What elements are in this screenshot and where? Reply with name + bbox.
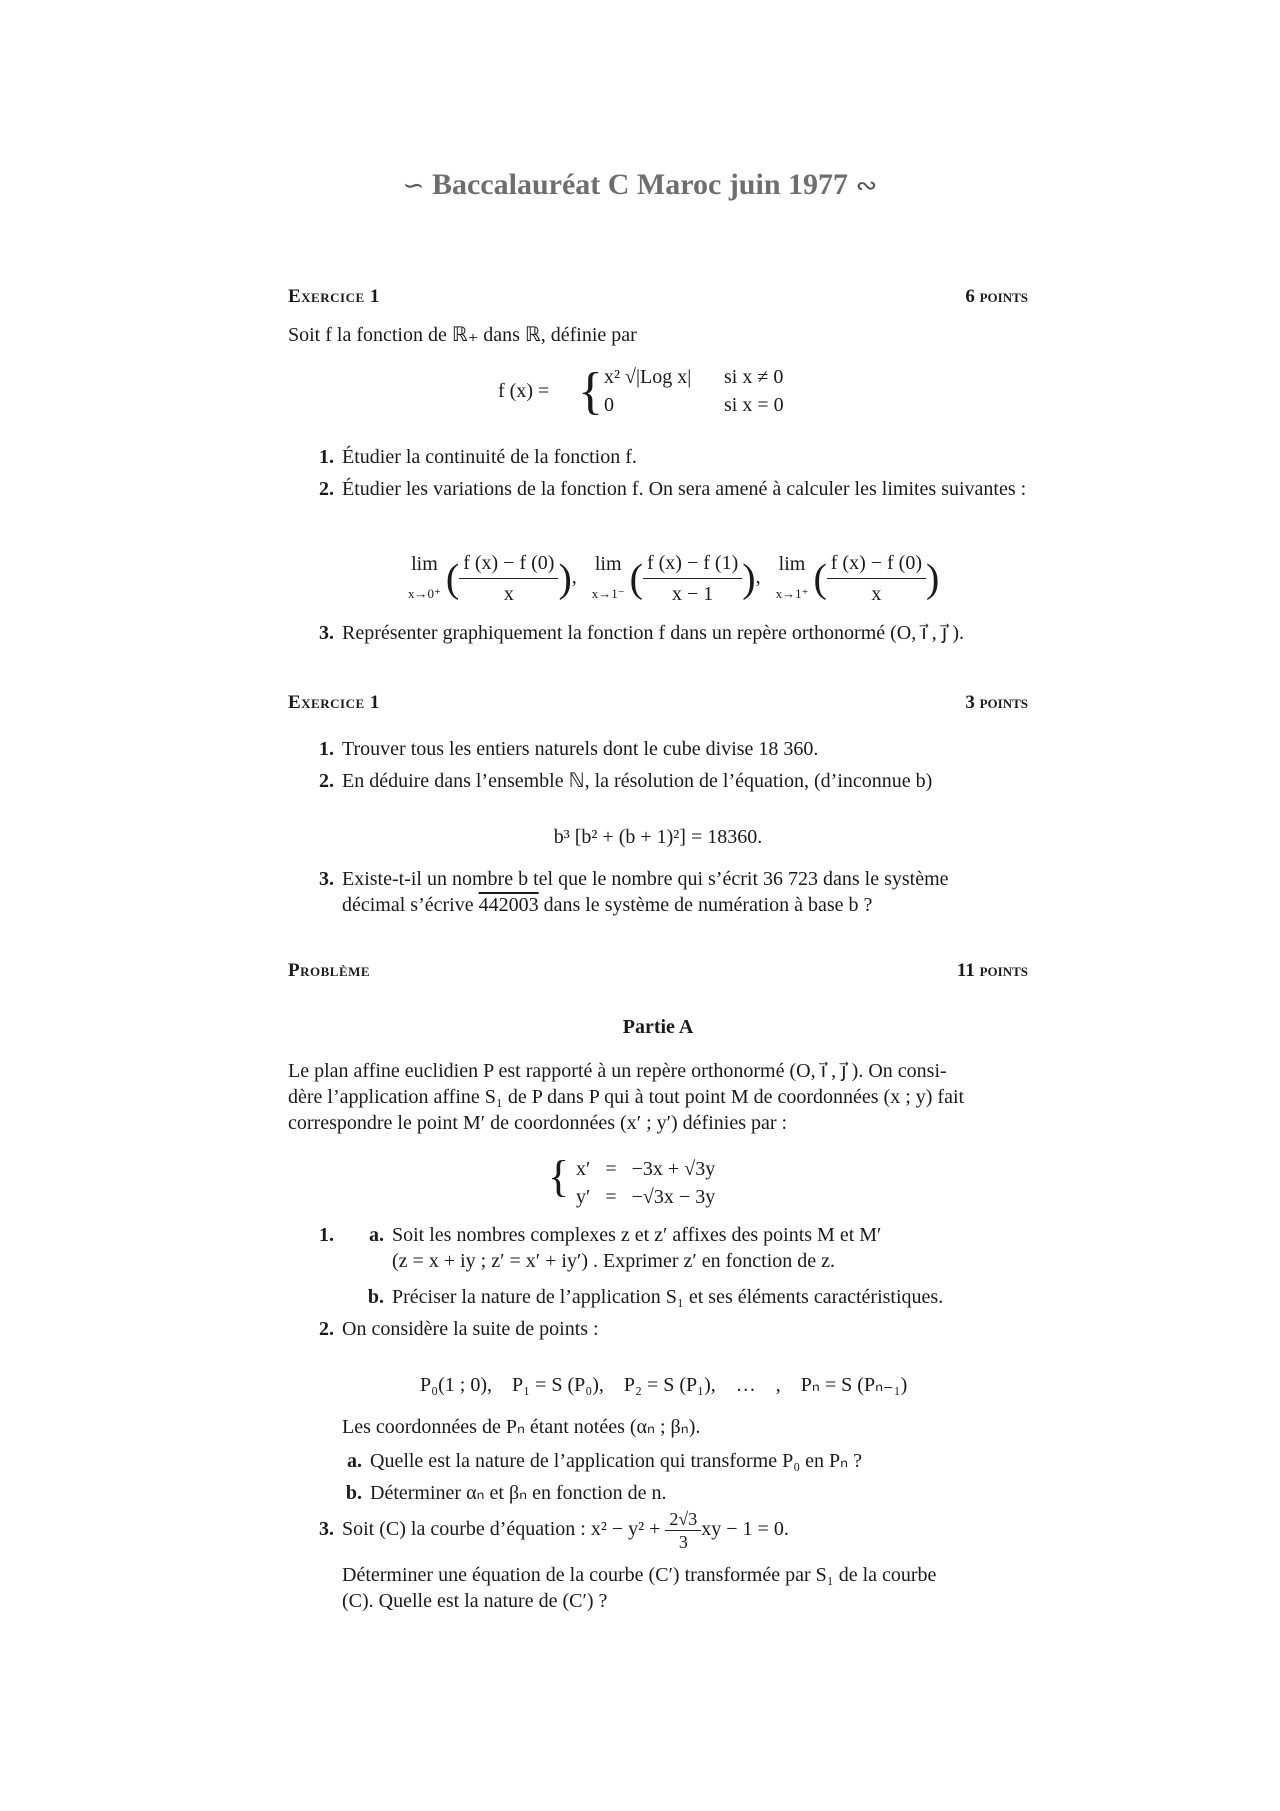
case-2-condition: si x = 0 xyxy=(724,394,784,416)
exercise-2-question-2: 2. En déduire dans l’ensemble ℕ, la résolution de l’équation, (d’inconnue b) xyxy=(319,770,933,792)
exercise-2-equation: b³ [b² + (b + 1)²] = 18360. xyxy=(553,826,763,848)
limit-1: lim x→0⁺ xyxy=(408,552,441,601)
title-text: Baccalauréat C Maroc juin 1977 xyxy=(431,168,849,201)
system-brace-icon: { xyxy=(548,1152,570,1201)
question-text: Étudier les variations de la fonction f. On sera amené à calculer les limites suivantes : xyxy=(342,478,1027,500)
question-text: Existe-t-il un nombre b tel que le nombre qui s’écrit 36 723 dans le système xyxy=(342,868,949,890)
limit-2: lim x→1⁻ xyxy=(591,552,625,601)
question-text: Représenter graphiquement la fonction f dans un repère orthonormé (O, ı⃗ , ȷ⃗ ). xyxy=(342,622,965,644)
case-1-expression: x² √|Log x| xyxy=(604,366,692,388)
part-a-title: Partie A xyxy=(622,1016,694,1038)
limit-2-fraction: $\frac{f (x) - f (1)}{x - 1}$ xyxy=(643,548,742,609)
limit-3: lim x→1⁺ xyxy=(775,552,809,601)
problem-q1a: a. Soit les nombres complexes z et z′ affixes des points M et M′ (z = x + iy ; z′ = x′ + iy′) . Exprimer z′ en fonction de z. xyxy=(369,1224,882,1272)
exercise-1-header xyxy=(288,286,1028,308)
question-text: En déduire dans l’ensemble ℕ, la résolution de l’équation, (d’inconnue b) xyxy=(342,770,933,792)
exercise-1-label: Exercice 1 xyxy=(288,286,380,307)
page-title xyxy=(0,168,1280,202)
ornament-right-icon: ∾ xyxy=(855,171,878,200)
limit-1-fraction: $\frac{f (x) - f (0)}{x}$ xyxy=(459,548,558,609)
question-text: Trouver tous les entiers naturels dont le cube divise 18 360. xyxy=(342,738,819,760)
problem-q2b: b. Déterminer αₙ et βₙ en fonction de n. xyxy=(345,1482,667,1504)
exercise-2-question-1: 1. Trouver tous les entiers naturels dont le cube divise 18 360. xyxy=(319,738,819,760)
system-line-1: x′ = −3x + √3y xyxy=(576,1158,716,1180)
limit-3-fraction: $\frac{f (x) - f (0)}{x}$ xyxy=(827,548,926,609)
problem-q1-number: 1. xyxy=(319,1224,334,1246)
exercise-2-label: Exercice 1 xyxy=(288,692,380,713)
exercise-1-question-2: 2. Étudier les variations de la fonction f. On sera amené à calculer les limites suivantes : xyxy=(319,478,1027,500)
problem-q3: 3. Soit (C) la courbe d’équation : x² − y² + $\frac{2√3}{3}$ xy − 1 = 0. xyxy=(319,1509,789,1552)
coordinates-notation: Les coordonnées de Pₙ étant notées (αₙ ; βₙ). xyxy=(342,1416,701,1438)
exercise-1-intro: Soit f la fonction de ℝ₊ dans ℝ, définie par xyxy=(288,324,637,346)
brace-icon: { xyxy=(578,363,603,420)
exercise-2-points: 3 points xyxy=(965,692,1028,713)
problem-header xyxy=(288,960,1028,982)
case-2-expression: 0 xyxy=(604,394,614,416)
problem-intro: Le plan affine euclidien P est rapporté à un repère orthonormé (O, ı⃗ , ȷ⃗ ). On consi- dère l’application affine S₁ de P dans P qui à tout point M de coordonnées (x ; y) fait correspondre le point M′ de coordonnées (x′ ; y′) définies par : xyxy=(288,1060,965,1134)
limits-row: lim x→0⁺ ( $\frac{f (x) - f (0)}{x}$ ), lim x→1⁻ ( $\frac{f (x) - f (1)}{x - 1}$ ), lim x→1⁺ ( $\frac{f (x) - f (0)}{x}$ ) xyxy=(408,548,968,609)
problem-q1b: b. Préciser la nature de l’application S₁ et ses éléments caractéristiques. xyxy=(367,1286,944,1308)
problem-q3-continuation: Déterminer une équation de la courbe (C′) transformée par S₁ de la courbe (C). Quelle est la nature de (C′) ? xyxy=(342,1564,937,1612)
exercise-1-question-3: 3. Représenter graphiquement la fonction f dans un repère orthonormé (O, ı⃗ , ȷ⃗ ). xyxy=(319,622,965,644)
base-b-number: 442003 xyxy=(478,894,539,916)
problem-points: 11 points xyxy=(956,960,1028,981)
point-sequence: P₀(1 ; 0), P₁ = S (P₀), P₂ = S (P₁), … , Pₙ = S (Pₙ₋₁) xyxy=(420,1374,908,1396)
problem-q2: 2. On considère la suite de points : xyxy=(319,1318,599,1340)
problem-label: Problème xyxy=(288,960,371,981)
q3-fraction: $\frac{2√3}{3}$ xyxy=(665,1508,701,1553)
question-text: Étudier la continuité de la fonction f. xyxy=(342,446,637,468)
problem-q2a: a. Quelle est la nature de l’application qui transforme P₀ en Pₙ ? xyxy=(347,1450,863,1472)
system-line-2: y′ = −√3x − 3y xyxy=(576,1186,716,1208)
function-definition-lhs: f (x) = xyxy=(498,380,550,402)
exercise-1-points: 6 points xyxy=(965,286,1028,307)
exercise-2-question-3: 3. Existe-t-il un nombre b tel que le nombre qui s’écrit 36 723 dans le système décimal s’écrive 442003 dans le système de numération à base b ? xyxy=(319,868,949,916)
exercise-1-question-1: 1. Étudier la continuité de la fonction f. xyxy=(319,446,637,468)
exercise-2-header xyxy=(288,692,1028,714)
case-1-condition: si x ≠ 0 xyxy=(724,366,784,388)
ornament-left-icon: ∽ xyxy=(402,171,425,200)
